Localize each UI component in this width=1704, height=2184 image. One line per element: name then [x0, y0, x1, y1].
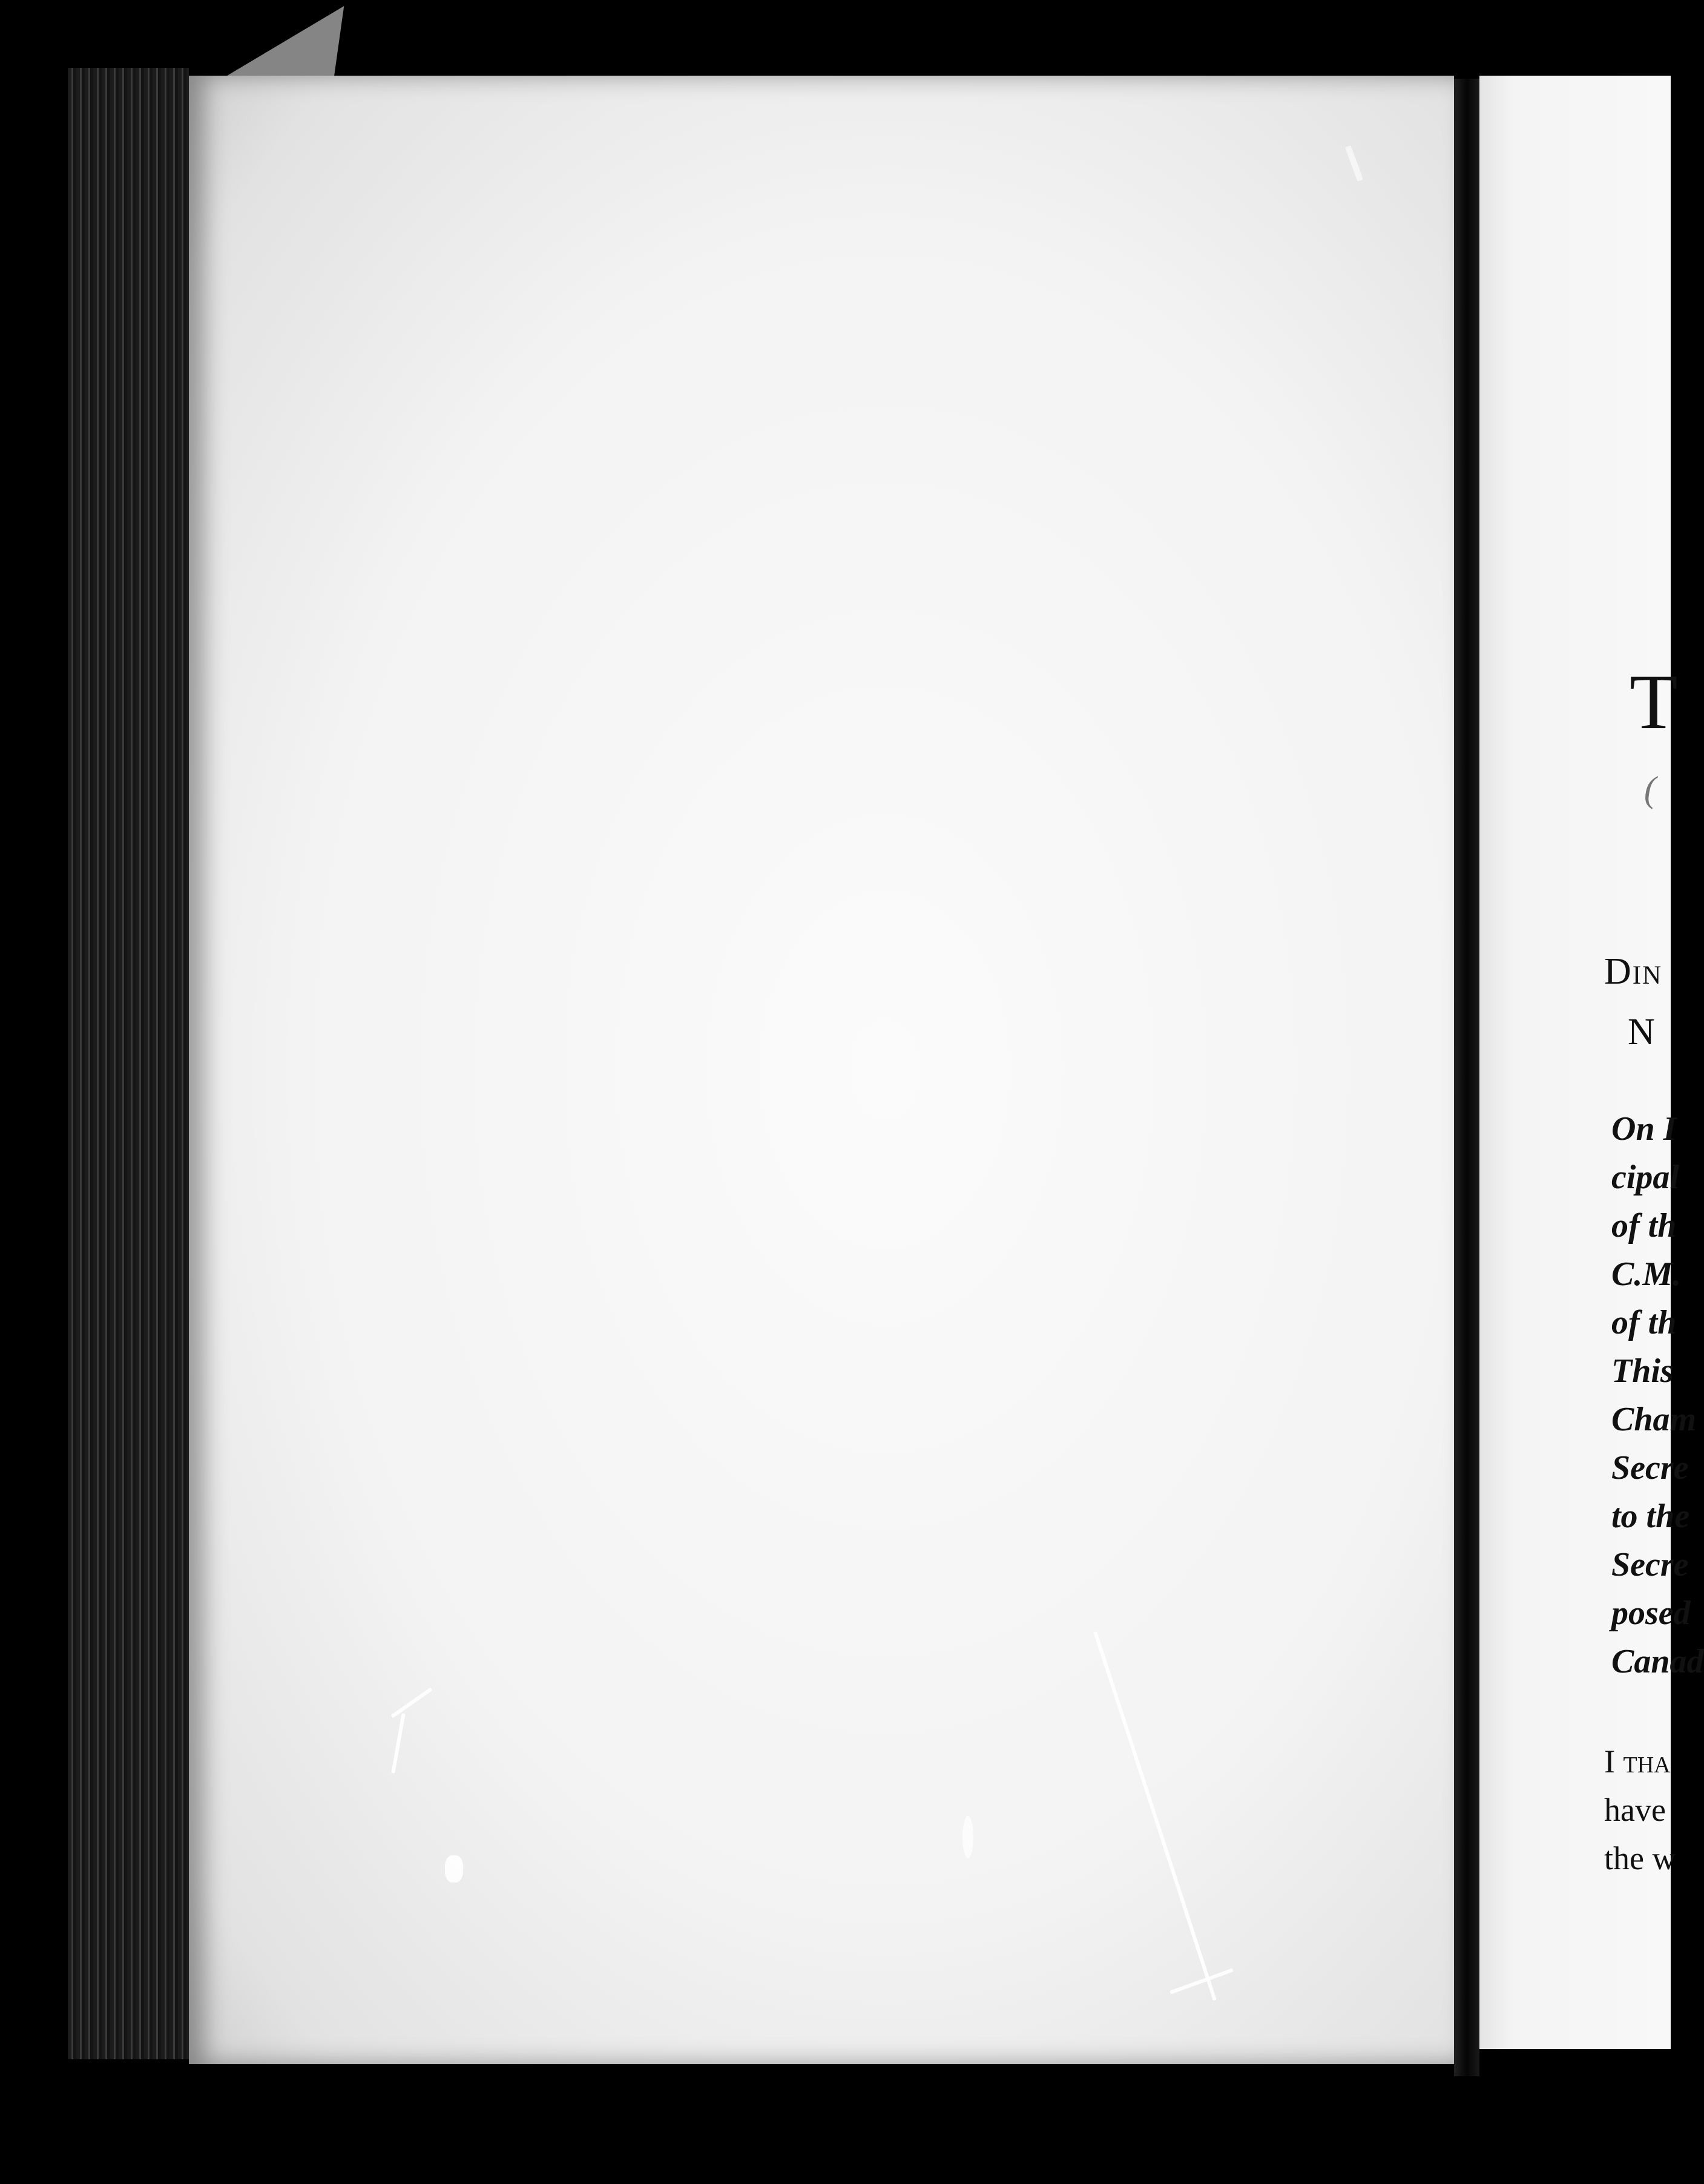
intro-line: Secre: [1611, 1546, 1689, 1584]
subtitle-line-2: N: [1628, 1011, 1655, 1053]
book-gutter: [1454, 79, 1479, 2076]
left-blank-page: [189, 76, 1454, 2064]
intro-line: to the: [1611, 1498, 1690, 1535]
intro-line: of th: [1611, 1304, 1677, 1341]
intro-line: This: [1611, 1352, 1674, 1390]
body-line-2: have: [1604, 1792, 1666, 1828]
intro-line: Secre: [1611, 1449, 1689, 1487]
intro-line: of th: [1611, 1207, 1677, 1245]
body-line-3: the w: [1604, 1840, 1676, 1876]
intro-line: On I: [1611, 1110, 1677, 1148]
chapter-heading: T: [1630, 659, 1679, 746]
body-line-1-rest: tha: [1623, 1743, 1671, 1780]
intro-line: cipal: [1611, 1159, 1679, 1196]
dust-speck: [445, 1855, 463, 1883]
heading-parenthesis: (: [1644, 769, 1656, 809]
body-first-word: I: [1604, 1743, 1615, 1780]
intro-line: Canad: [1611, 1643, 1704, 1680]
intro-line: posed: [1611, 1594, 1691, 1632]
subtitle-line-1: Din: [1604, 951, 1663, 992]
intro-line: C.M.: [1611, 1255, 1682, 1293]
body-paragraph: [1604, 1737, 1676, 1883]
intro-paragraph: [1611, 1105, 1704, 1686]
body-line-1: [1604, 1737, 1676, 1786]
intro-line: Cham: [1611, 1401, 1697, 1438]
dust-speck: [962, 1816, 973, 1858]
right-page: [1479, 76, 1704, 2049]
page-edges: [68, 68, 189, 2059]
